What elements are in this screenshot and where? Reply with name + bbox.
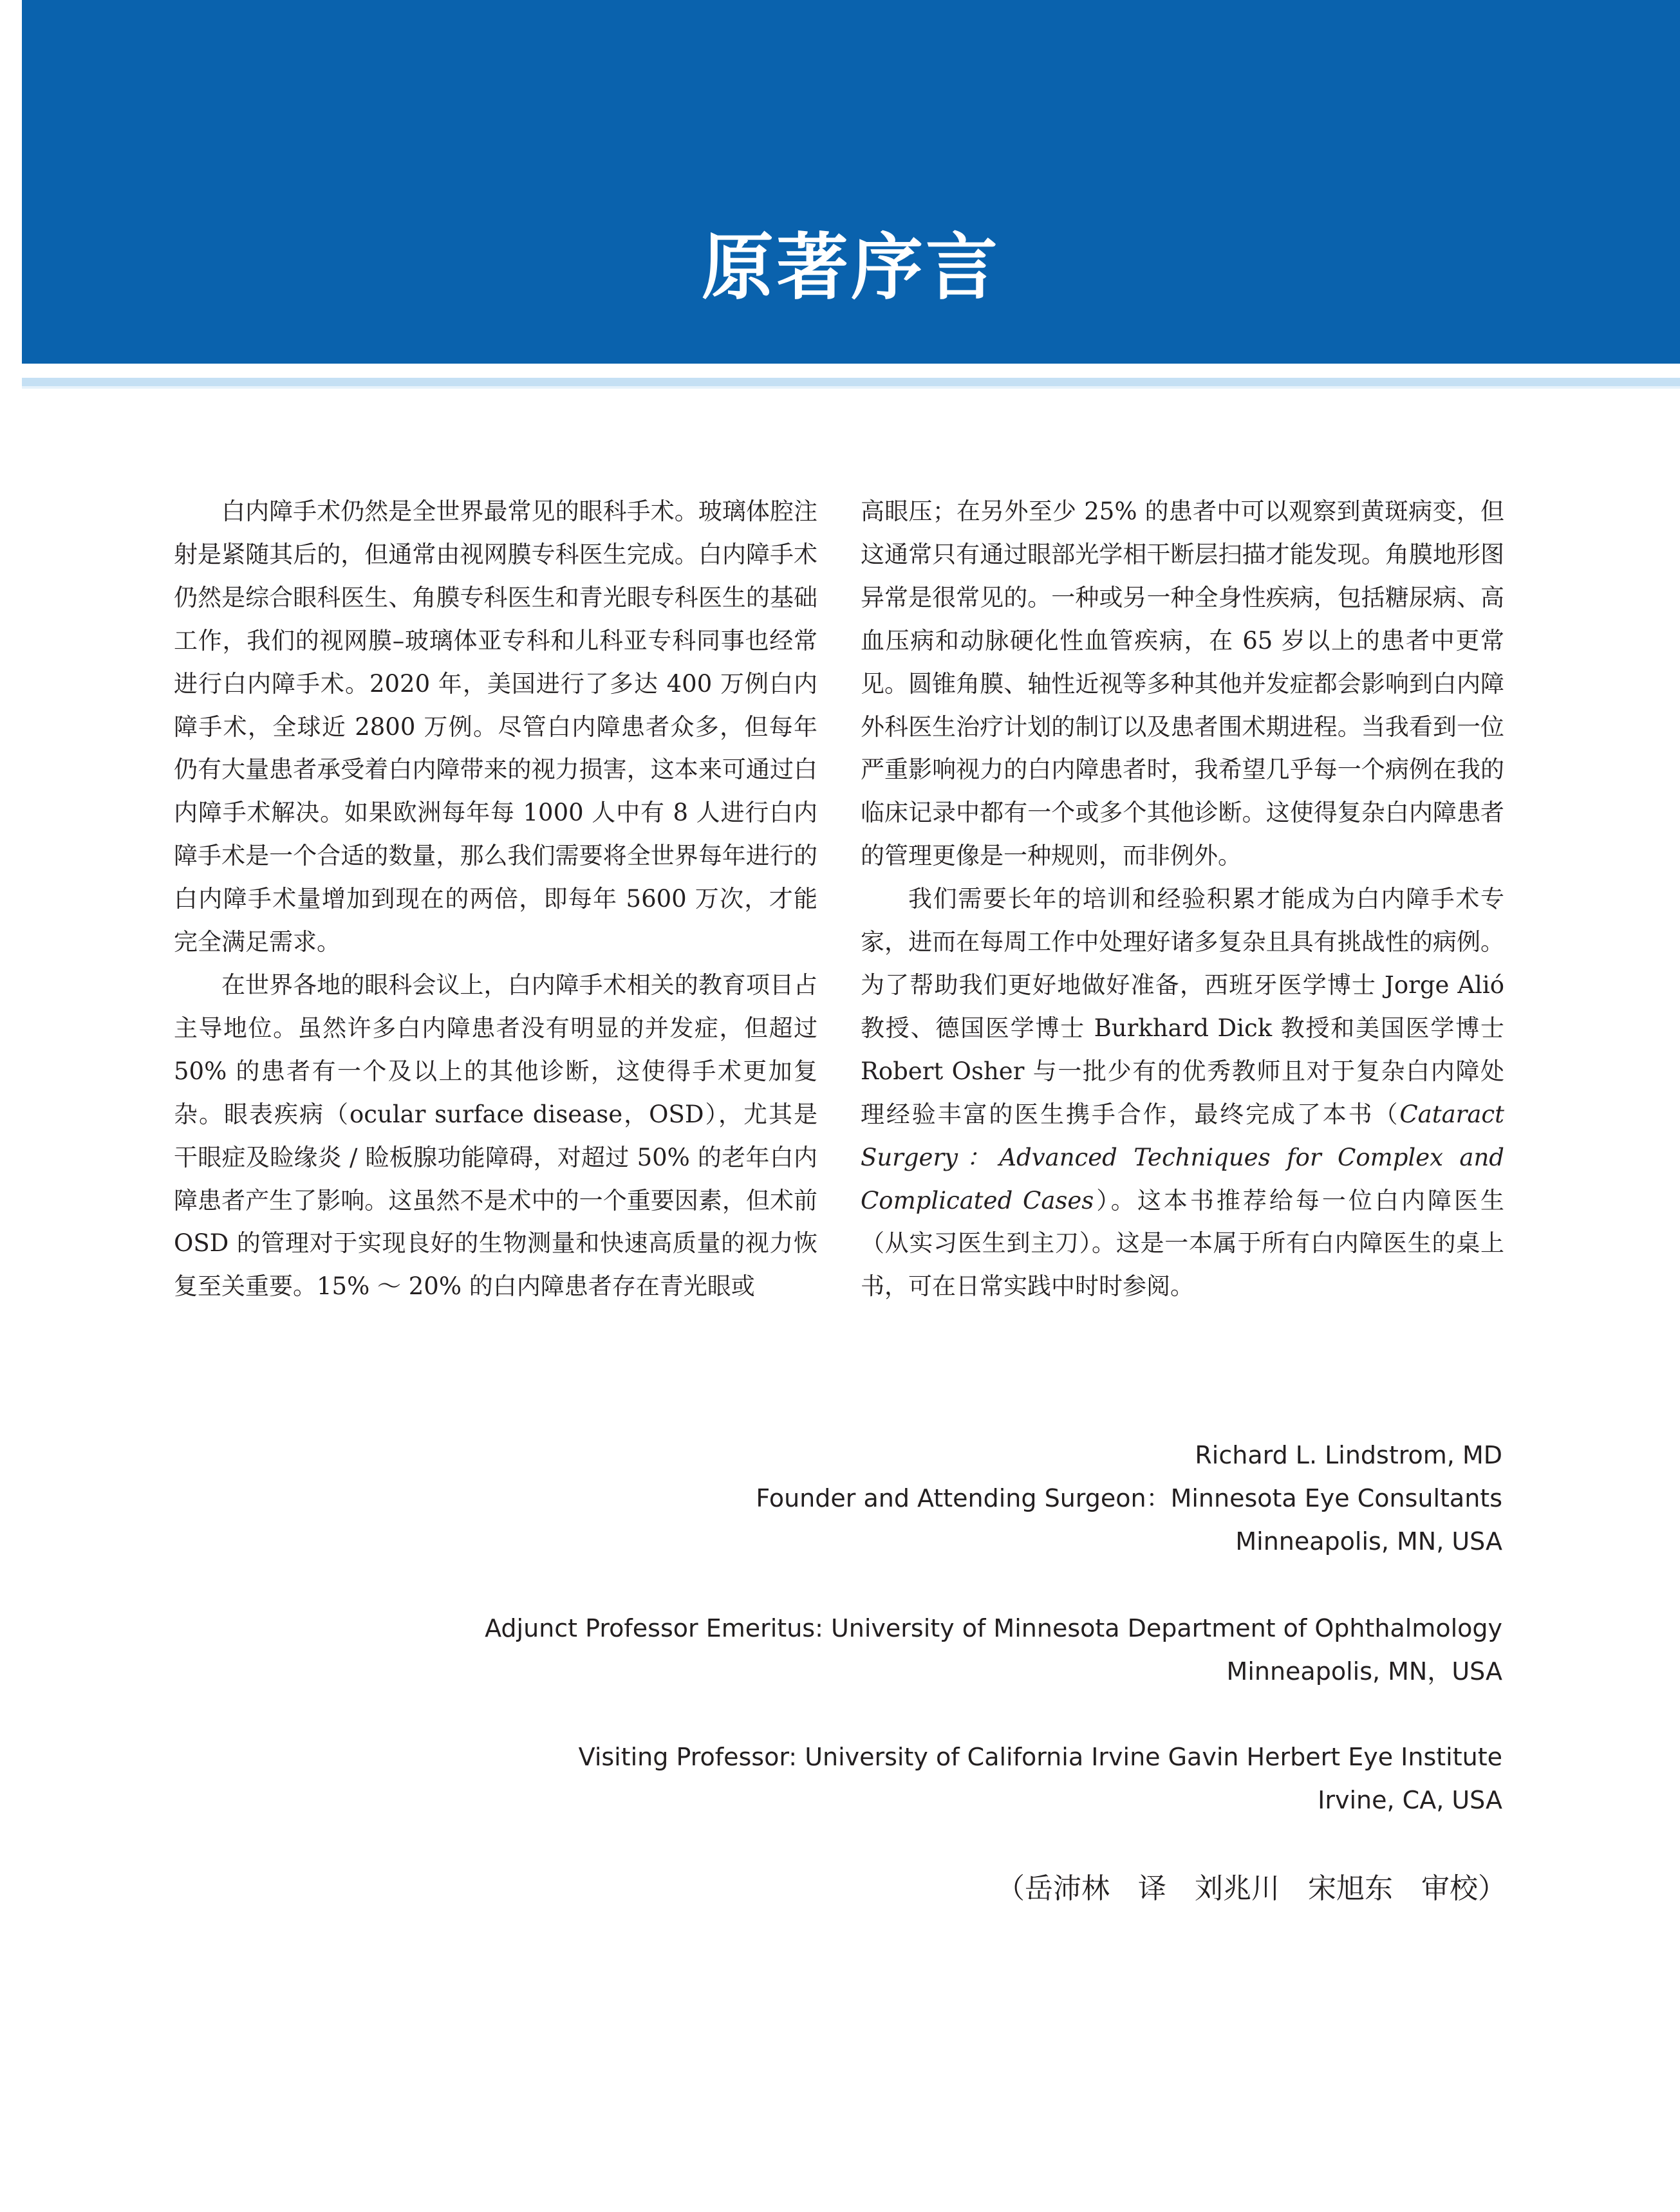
author-role: Visiting Professor: University of California Irvine Gavin Herbert Eye Institute — [578, 1743, 1502, 1771]
signature-block-2 — [485, 1607, 1502, 1693]
author-role: Adjunct Professor Emeritus: University of Minnesota Department of Ophthalmology — [485, 1614, 1502, 1642]
book-title: Cataract Surgery：Advanced Techniques for Complex and Complicated Cases — [861, 1100, 1504, 1214]
author-location: Minneapolis, MN，USA — [1226, 1657, 1502, 1686]
author-location: Irvine, CA, USA — [1318, 1786, 1502, 1814]
signature-block-3 — [579, 1736, 1502, 1822]
left-column — [174, 490, 817, 1308]
right-column — [861, 490, 1504, 1308]
author-role: Founder and Attending Surgeon：Minnesota Eye Consultants — [756, 1484, 1502, 1512]
author-location: Minneapolis, MN, USA — [1235, 1527, 1502, 1556]
translator-credits: （岳沛林 译 刘兆川 宋旭东 审校） — [996, 1872, 1506, 1905]
header-stripe-light — [22, 386, 1680, 389]
paragraph: 白内障手术仍然是全世界最常见的眼科手术。玻璃体腔注射是紧随其后的，但通常由视网膜专科医生完成。白内障手术仍然是综合眼科医生、角膜专科医生和青光眼专科医生的基础工作，我们的视网膜–玻璃体亚专科和儿科亚专科同事也经常进行白内障手术。2020 年，美国进行了多达 400 万例白内障手术，全球近 2800 万例。尽管白内障患者众多，但每年仍有大量患者承受着白内障带来的视力损害，这本来可通过白内障手术解决。如果欧洲每年每 1000 人中有 8 人进行白内障手术是一个合适的数量，那么我们需要将全世界每年进行的白内障手术量增加到现在的两倍，即每年 5600 万次，才能完全满足需求。 — [174, 497, 817, 956]
title-banner — [22, 0, 1680, 364]
paragraph-text: 我们需要长年的培训和经验积累才能成为白内障手术专家，进而在每周工作中处理好诸多复杂且具有挑战性的病例。为了帮助我们更好地做好准备，西班牙医学博士 Jorge Alió 教授、德国医学博士 Burkhard Dick 教授和美国医学博士 Robert Osher 与一批少有的优秀教师且对于复杂白内障处理经验丰富的医生携手合作，最终完成了本书（ — [861, 885, 1504, 1128]
paragraph — [861, 878, 1504, 1308]
paragraph: 高眼压；在另外至少 25% 的患者中可以观察到黄斑病变，但这通常只有通过眼部光学相干断层扫描才能发现。角膜地形图异常是很常见的。一种或另一种全身性疾病，包括糖尿病、高血压病和动脉硬化性血管疾病，在 65 岁以上的患者中更常见。圆锥角膜、轴性近视等多种其他并发症都会影响到白内障外科医生治疗计划的制订以及患者围术期进程。当我看到一位严重影响视力的白内障患者时，我希望几乎每一个病例在我的临床记录中都有一个或多个其他诊断。这使得复杂白内障患者的管理更像是一种规则，而非例外。 — [861, 497, 1504, 870]
signature-block-1 — [756, 1434, 1502, 1563]
page-title: 原著序言 — [702, 225, 1000, 310]
header-stripe — [22, 378, 1680, 386]
author-name: Richard L. Lindstrom, MD — [1195, 1441, 1502, 1469]
paragraph-text: ）。这本书推荐给每一位白内障医生（从实习医生到主刀）。这是一本属于所有白内障医生的桌上书，可在日常实践中时时参阅。 — [861, 1186, 1505, 1301]
paragraph: 在世界各地的眼科会议上，白内障手术相关的教育项目占主导地位。虽然许多白内障患者没有明显的并发症，但超过 50% 的患者有一个及以上的其他诊断，这使得手术更加复杂。眼表疾病（ocular surface disease，OSD），尤其是干眼症及睑缘炎 / 睑板腺功能障碍，对超过 50% 的老年白内障患者产生了影响。这虽然不是术中的一个重要因素，但术前 OSD 的管理对于实现良好的生物测量和快速高质量的视力恢复至关重要。15% ～ 20% 的白内障患者存在青光眼或 — [174, 971, 817, 1301]
